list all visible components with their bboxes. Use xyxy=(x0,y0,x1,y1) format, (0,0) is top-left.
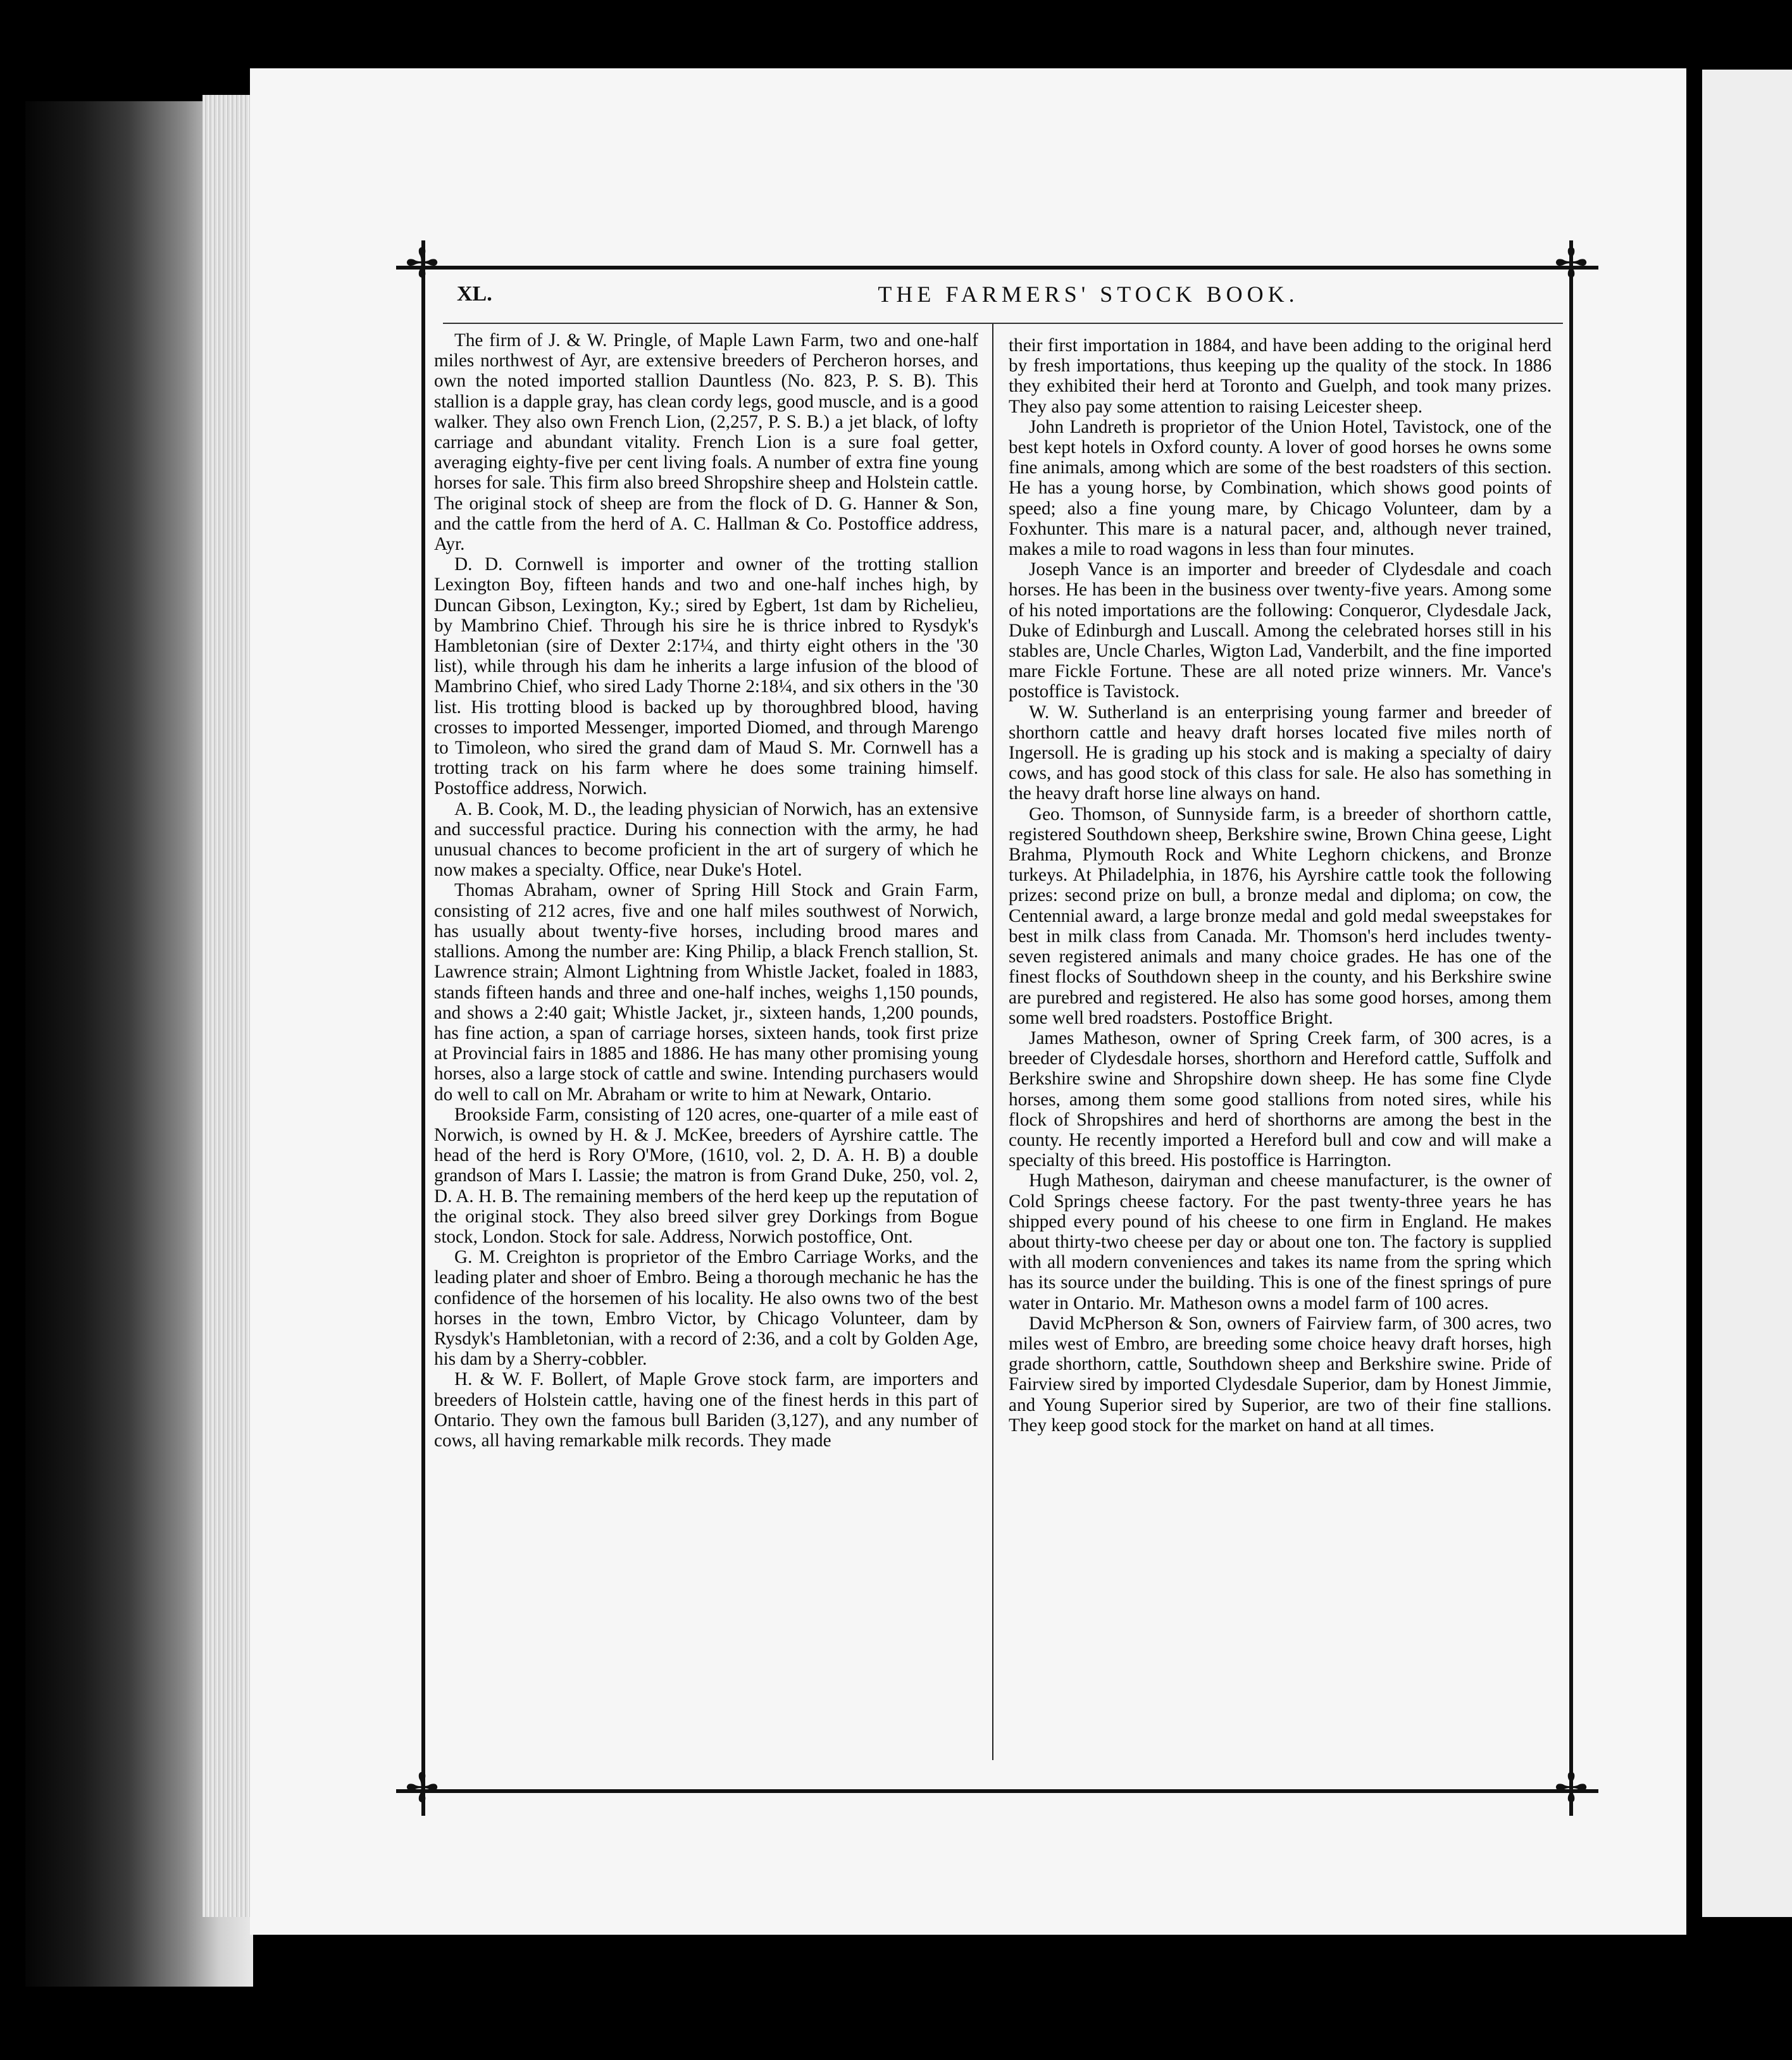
paragraph-hugh-matheson: Hugh Matheson, dairyman and cheese manufacturer, is the owner of Cold Springs cheese factory. For the past twenty-three years he has shipped every pound of his cheese to one firm in England. He makes about thirty-two cheese per day or about one ton. The factory is supplied with all modern conveniences and takes its name from the spring which has its source under the building. This is one of the finest springs of pure water in Ontario. Mr. Matheson owns a model farm of 100 acres. xyxy=(1009,1170,1552,1313)
frame-right-rule xyxy=(1569,240,1573,1816)
paragraph-creighton: G. M. Creighton is proprietor of the Embro Carriage Works, and the leading plater and shoer of Embro. Being a thorough mechanic he has the confidence of the horsemen of his locality. He also owns two of the best horses in the town, Embro Victor, by Chicago Volunteer, dam by Rysdyk's Hambletonian, with a record of 2:36, and a colt by Golden Age, his dam by a Sherry-cobbler. xyxy=(434,1247,978,1370)
corner-ornament-top-right: ✢ xyxy=(1554,240,1588,287)
header-rule xyxy=(443,323,1563,324)
column-divider xyxy=(992,324,993,1760)
paragraph-thomson: Geo. Thomson, of Sunnyside farm, is a breeder of shorthorn cattle, registered Southdown sheep, Berkshire swine, Brown China geese, Light Brahma, Plymouth Rock and White Leghorn chickens, and Bronze turkeys. At Philadelphia, in 1876, his Ayrshire cattle took the following prizes: second prize on bull, a bronze medal and diploma; on cow, the Centennial award, a large bronze medal and gold medal sweepstakes for best in milk class from Canada. Mr. Thomson's herd includes twenty-seven registered animals and many choice grades. He has one of the finest flocks of Southdown sheep in the county, and his Berkshire swine are purebred and registered. He also has some good horses, among them some well bred roadsters. Postoffice Bright. xyxy=(1009,804,1552,1028)
paragraph-landreth: John Landreth is proprietor of the Union Hotel, Tavistock, one of the best kept hotels in Oxford county. A lover of good horses he owns some fine animals, among which are some of the best roadsters of this section. He has a young horse, by Combination, which shows good points of speed; also a fine young mare, by Chicago Volunteer, dam by a Foxhunter. This mare is a natural pacer, and, although never trained, makes a mile to road wagons in less than four minutes. xyxy=(1009,416,1552,560)
corner-ornament-top-left: ✢ xyxy=(405,240,439,287)
paragraph-bollert: H. & W. F. Bollert, of Maple Grove stock farm, are importers and breeders of Holstein cattle, having one of the finest herds in this part of Ontario. They own the famous bull Bariden (3,127), and any number of cows, all having remarkable milk records. They made xyxy=(434,1369,978,1451)
facing-page-edge xyxy=(1702,70,1792,1917)
frame-left-rule xyxy=(421,240,425,1816)
left-column xyxy=(434,330,978,1451)
paragraph-sutherland: W. W. Sutherland is an enterprising young farmer and breeder of shorthorn cattle and heavy draft horses located five miles north of Ingersoll. He is grading up his stock and is making a specialty of dairy cows, and has good stock of this class for sale. He also has something in the heavy draft horse line always on hand. xyxy=(1009,702,1552,804)
corner-ornament-bottom-right: ✢ xyxy=(1554,1765,1588,1812)
paragraph-brookside: Brookside Farm, consisting of 120 acres, one-quarter of a mile east of Norwich, is owned by H. & J. McKee, breeders of Ayrshire cattle. The head of the herd is Rory O'More, (1610, vol. 2, D. A. H. B) a double grandson of Mars I. Lassie; the matron is from Grand Duke, 250, vol. 2, D. A. H. B. The remaining members of the herd keep up the reputation of the original stock. They also breed silver grey Dorkings from Bogue stock, London. Stock for sale. Address, Norwich postoffice, Ont. xyxy=(434,1104,978,1247)
corner-ornament-bottom-left: ✢ xyxy=(405,1765,439,1812)
paragraph-cornwell: D. D. Cornwell is importer and owner of the trotting stallion Lexington Boy, fifteen hands and two and one-half inches high, by Duncan Gibson, Lexington, Ky.; sired by Egbert, 1st dam by Richelieu, by Mambrino Chief. Through his sire he is thrice inbred to Rysdyk's Hambletonian (sire of Dexter 2:17¼, and thirty eight others in the '30 list), while through his dam he inherits a large infusion of the blood of Mambrino Chief, who sired Lady Thorne 2:18¼, and six others in the '30 list. His trotting blood is backed up by thoroughbred blood, having crosses to imported Messenger, imported Diomed, and through Marengo to Timoleon, who sired the grand dam of Maud S. Mr. Cornwell has a trotting track on his farm where he does some training himself. Postoffice address, Norwich. xyxy=(434,554,978,799)
paragraph-pringle: The firm of J. & W. Pringle, of Maple Lawn Farm, two and one-half miles northwest of Ayr, are extensive breeders of Percheron horses, and own the noted imported stallion Dauntless (No. 823, P. S. B). This stallion is a dapple gray, has clean cordy legs, good muscle, and is a good walker. They also own French Lion, (2,257, P. S. B.) a jet black, of lofty carriage and abundant vitality. French Lion is a sure foal getter, averaging eighty-five per cent living foals. A number of extra fine young horses for sale. This firm also breed Shropshire sheep and Holstein cattle. The original stock of sheep are from the flock of D. G. Hanner & Son, and the cattle from the herd of A. C. Hallman & Co. Postoffice address, Ayr. xyxy=(434,330,978,555)
frame-top-rule xyxy=(396,266,1598,270)
right-column xyxy=(1009,335,1552,1436)
paragraph-abraham: Thomas Abraham, owner of Spring Hill Stock and Grain Farm, consisting of 212 acres, five and one half miles southwest of Norwich, has usually about twenty-five horses, including brood mares and stallions. Among the number are: King Philip, a black French stallion, St. Lawrence strain; Almont Lightning from Whistle Jacket, foaled in 1883, stands fifteen hands and three and one-half inches, weighs 1,150 pounds, and shows a 2:40 gait; Whistle Jacket, jr., sixteen hands, 1,200 pounds, has fine action, a span of carriage horses, sixteen hands, took first prize at Provincial fairs in 1885 and 1886. He has many other promising young horses, also a large stock of cattle and swine. Intending purchasers would do well to call on Mr. Abraham or write to him at Newark, Ontario. xyxy=(434,880,978,1105)
frame-bottom-rule xyxy=(396,1789,1598,1793)
paragraph-vance: Joseph Vance is an importer and breeder of Clydesdale and coach horses. He has been in the business over twenty-five years. Among some of his noted importations are the following: Conqueror, Clydesdale Jack, Duke of Edinburgh and Luscall. Among the celebrated horses still in his stables are, Uncle Charles, Wigton Lad, Vanderbilt, and the fine imported mare Fickle Fortune. These are all noted prize winners. Mr. Vance's postoffice is Tavistock. xyxy=(1009,559,1552,702)
scan-bottom-margin xyxy=(0,1987,1792,2060)
paragraph-bollert-continued: their first importation in 1884, and have been adding to the original herd by fresh importations, thus keeping up the quality of the stock. In 1886 they exhibited their herd at Toronto and Guelph, and took many prizes. They also pay some attention to raising Leicester sheep. xyxy=(1009,335,1552,417)
paragraph-james-matheson: James Matheson, owner of Spring Creek farm, of 300 acres, is a breeder of Clydesdale horses, shorthorn and Hereford cattle, Suffolk and Berkshire swine and Shropshire down sheep. He has some fine Clyde horses, among them some good stallions from noted sires, while his flock of Shropshires and herd of shorthorns are among the best in the county. He recently imported a Hereford bull and cow and will make a specialty of this breed. His postoffice is Harrington. xyxy=(1009,1027,1552,1171)
running-title: THE FARMERS' STOCK BOOK. xyxy=(878,282,1299,307)
paragraph-cook: A. B. Cook, M. D., the leading physician of Norwich, has an extensive and successful practice. During his connection with the army, he had unusual chances to become proficient in the art of surgery of which he now makes a specialty. Office, near Duke's Hotel. xyxy=(434,798,978,881)
paragraph-mcpherson: David McPherson & Son, owners of Fairview farm, of 300 acres, two miles west of Embro, are breeding some choice heavy draft horses, high grade shorthorn, cattle, Southdown sheep and Berkshire swine. Pride of Fairview sired by imported Clydesdale Superior, dam by Honest Jimmie, and Young Superior sired by Superior, are two of their fine stallions. They keep good stock for the market on hand at all times. xyxy=(1009,1313,1552,1436)
page-folio: XL. xyxy=(457,282,492,306)
